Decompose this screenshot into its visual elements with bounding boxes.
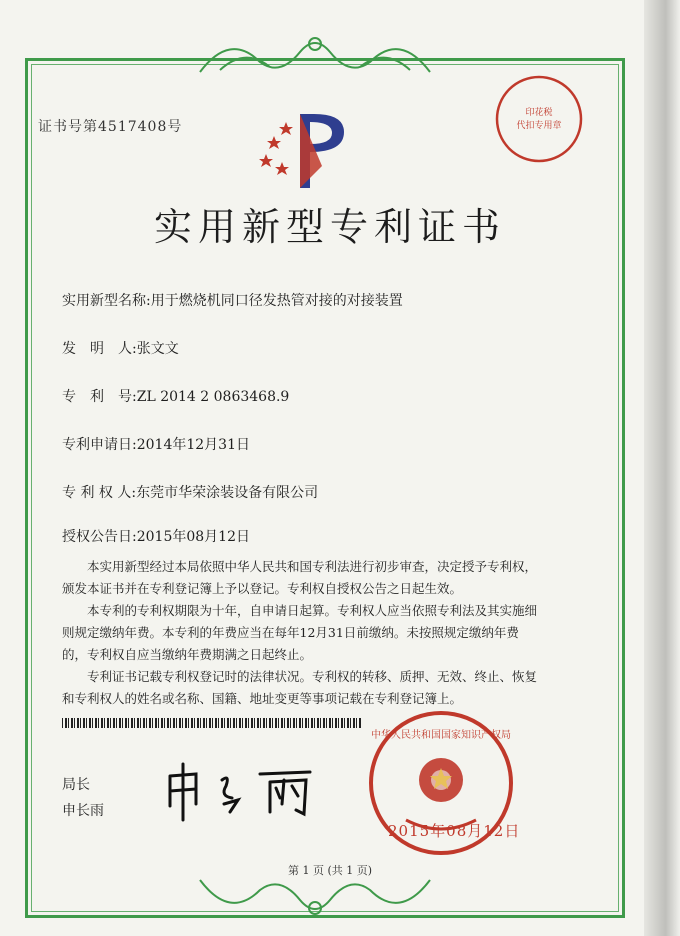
name-value: 用于燃烧机同口径发热管对接的对接装置 bbox=[150, 293, 403, 309]
top-ornament-icon bbox=[190, 22, 440, 82]
inventor-value: 张文文 bbox=[136, 341, 179, 357]
application-date-row bbox=[62, 434, 250, 454]
page-number: 第 1 页 (共 1 页) bbox=[287, 864, 373, 877]
paragraph-term: 本专利的专利权期限为十年，自申请日起算。专利权人应当依照专利法及其实施细则规定缴纳年费。本专利的年费应当在每年12月31日前缴纳。未按照规定缴纳年费的，专利权自应当缴纳年费期满之日起终止。 bbox=[62, 603, 538, 662]
application-date-label: 专利申请日: bbox=[62, 437, 137, 453]
name-label: 实用新型名称: bbox=[62, 293, 151, 309]
patent-number-value: ZL 2014 2 0863468.9 bbox=[136, 389, 290, 405]
paper-edge bbox=[644, 0, 680, 936]
certificate-number: 证书号第4517408号 bbox=[38, 119, 183, 135]
seal-date: 2015年08月12日 bbox=[388, 822, 521, 840]
grant-date-value: 2015年08月12日 bbox=[136, 529, 250, 545]
handwritten-signature bbox=[160, 756, 330, 826]
patent-number-label: 专 利 号: bbox=[62, 389, 137, 405]
paragraph-legal-status: 专利证书记载专利权登记时的法律状况。专利权的转移、质押、无效、终止、恢复和专利权人的姓名或名称、国籍、地址变更等事项记载在专利登记簿上。 bbox=[62, 669, 538, 706]
application-date-value: 2014年12月31日 bbox=[136, 437, 250, 453]
svg-text:代扣专用章: 代扣专用章 bbox=[516, 121, 562, 131]
grant-date-label: 授权公告日: bbox=[62, 529, 137, 545]
inventor-label: 发 明 人: bbox=[62, 341, 137, 357]
patent-number-row bbox=[62, 386, 289, 406]
utility-model-name-row bbox=[62, 290, 403, 310]
bottom-ornament-icon bbox=[190, 870, 440, 930]
patent-office-logo-icon bbox=[252, 96, 362, 196]
paragraph-grant: 本实用新型经过本局依照中华人民共和国专利法进行初步审查，决定授予专利权，颁发本证书并在专利登记簿上予以登记。专利权自授权公告之日起生效。 bbox=[62, 559, 538, 596]
grant-date-row bbox=[62, 526, 250, 546]
svg-text:印花税: 印花税 bbox=[525, 108, 553, 118]
barcode bbox=[62, 718, 362, 728]
director-name: 申长雨 bbox=[62, 803, 104, 819]
printing-seal-stamp-icon bbox=[492, 72, 586, 166]
patentee-value: 东莞市华荣涂装设备有限公司 bbox=[136, 485, 319, 501]
patentee-label: 专 利 权 人: bbox=[62, 485, 137, 501]
inventor-row bbox=[62, 338, 179, 358]
patentee-row bbox=[62, 482, 318, 502]
director-title: 局长 bbox=[62, 777, 90, 793]
certificate-title: 实用新型专利证书 bbox=[153, 205, 506, 249]
svg-text:中华人民共和国国家知识产权局: 中华人民共和国国家知识产权局 bbox=[371, 730, 511, 741]
